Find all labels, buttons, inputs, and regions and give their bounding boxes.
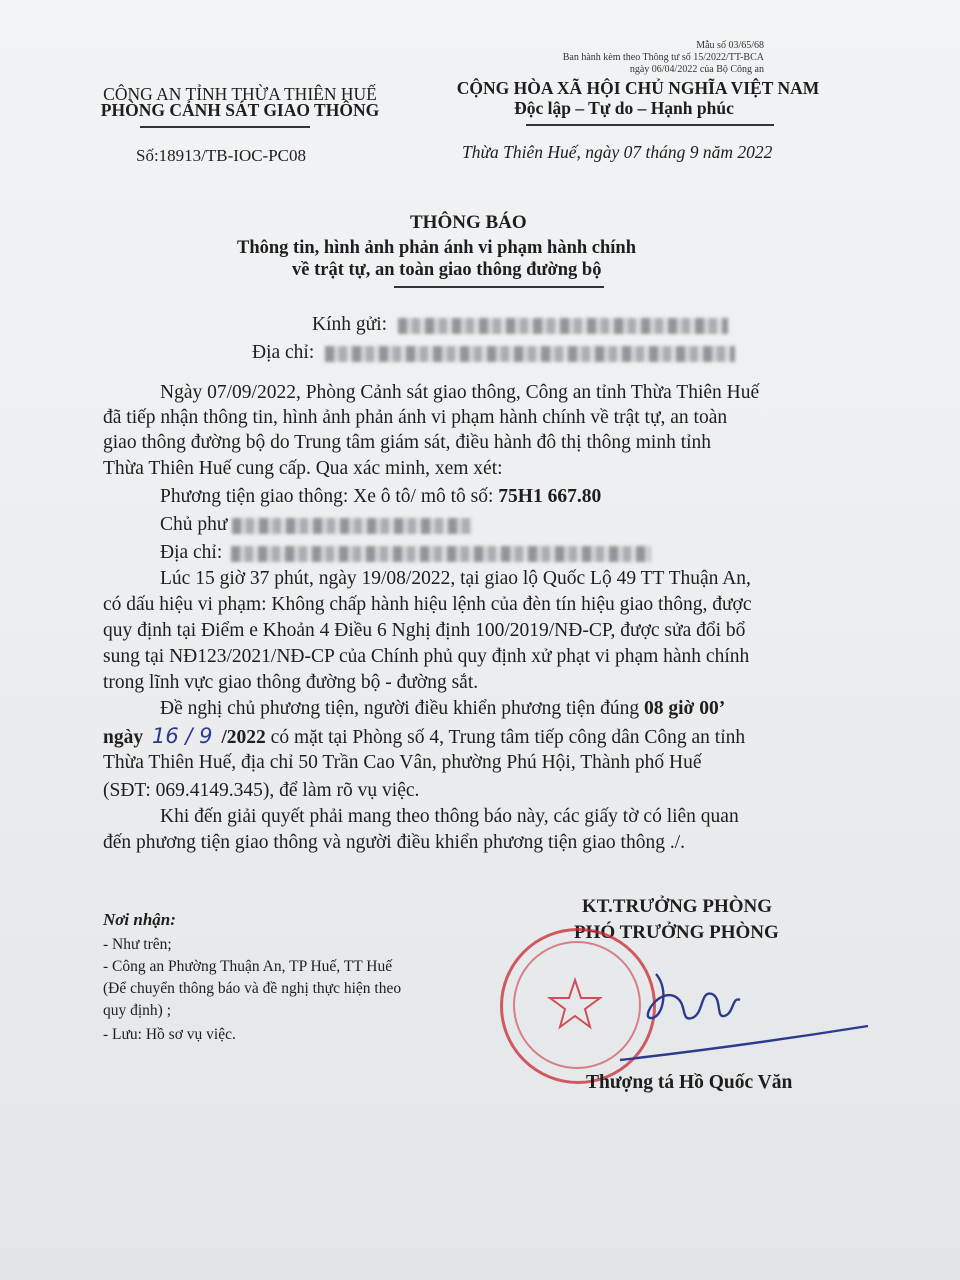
recipient-label: Kính gửi: xyxy=(312,314,388,335)
handwritten-day: 16 / 9 xyxy=(151,724,213,748)
p2-line4: sung tại NĐ123/2021/NĐ-CP của Chính phủ quy định xử phạt vi phạm hành chính xyxy=(103,646,750,667)
p1-line3: giao thông đường bộ do Trung tâm giám sát, điều hành đô thị thông minh tỉnh xyxy=(103,432,712,453)
department-name: PHÒNG CẢNH SÁT GIAO THÔNG xyxy=(100,100,380,120)
doc-title: THÔNG BÁO xyxy=(410,212,527,233)
place-date: Thừa Thiên Huế, ngày 07 tháng 9 năm 2022 xyxy=(462,142,773,162)
day-label: ngày xyxy=(103,727,144,748)
country-name: CỘNG HÒA XÃ HỘI CHỦ NGHĨA VIỆT NAM xyxy=(456,78,820,98)
p3-text2: có mặt tại Phòng số 4, Trung tâm tiếp công dân Công an tỉnh xyxy=(270,727,746,748)
redacted-address xyxy=(325,346,735,362)
p2-line5: trong lĩnh vực giao thông đường bộ - đường sắt. xyxy=(103,672,479,693)
recipients-item3: (Để chuyển thông báo và đề nghị thực hiện theo xyxy=(103,980,402,997)
signature-title2: PHÓ TRƯỞNG PHÒNG xyxy=(574,922,779,943)
redacted-recipient xyxy=(398,318,728,334)
p3-line4: (SĐT: 069.4149.345), để làm rõ vụ việc. xyxy=(103,780,420,801)
vehicle-label: Phương tiện giao thông: Xe ô tô/ mô tô số: xyxy=(160,486,494,507)
p2-line2: có dấu hiệu vi phạm: Không chấp hành hiệu lệnh của đèn tín hiệu giao thông, được xyxy=(103,594,752,615)
redacted-owner xyxy=(232,518,472,534)
doc-number: Số:18913/TB-IOC-PC08 xyxy=(136,146,307,165)
p2-line1: Lúc 15 giờ 37 phút, ngày 19/08/2022, tại giao lộ Quốc Lộ 49 TT Thuận An, xyxy=(160,568,751,589)
handwritten-signature xyxy=(600,960,880,1070)
form-ref-line1: Mẫu số 03/65/68 xyxy=(696,40,764,51)
p3-line2 xyxy=(103,724,745,749)
recipients-item2: - Công an Phường Thuận An, TP Huế, TT Huế xyxy=(103,958,393,975)
owner-address-line xyxy=(160,542,651,564)
appointment-time: 08 giờ 00’ xyxy=(644,698,726,719)
motto: Độc lập – Tự do – Hạnh phúc xyxy=(514,98,734,118)
signer-name: Thượng tá Hồ Quốc Văn xyxy=(586,1072,793,1093)
p4-line1: Khi đến giải quyết phải mang theo thông báo này, các giấy tờ có liên quan xyxy=(160,806,739,827)
recipients-item5: - Lưu: Hồ sơ vụ việc. xyxy=(103,1026,236,1043)
owner-line xyxy=(160,514,472,536)
redacted-owner-address xyxy=(231,546,651,562)
title-underline xyxy=(394,286,604,288)
recipients-item1: - Như trên; xyxy=(103,936,172,953)
vehicle-line xyxy=(160,486,601,508)
recipient-address-label: Địa chỉ: xyxy=(252,342,315,363)
p3-line3: Thừa Thiên Huế, địa chỉ 50 Trần Cao Vân, phường Phú Hội, Thành phố Huế xyxy=(103,752,702,773)
p3-line1 xyxy=(160,698,725,720)
form-ref-line3: ngày 06/04/2022 của Bộ Công an xyxy=(629,64,764,75)
appointment-year: /2022 xyxy=(221,727,266,748)
department-underline xyxy=(140,126,310,128)
doc-subtitle-1: Thông tin, hình ảnh phản ánh vi phạm hành chính xyxy=(237,238,636,258)
p3-text1: Đề nghị chủ phương tiện, người điều khiển phương tiện đúng xyxy=(160,698,640,719)
recipients-label: Nơi nhận: xyxy=(103,910,176,929)
plate-number: 75H1 667.80 xyxy=(498,486,602,507)
agency-name: CÔNG AN TỈNH THỪA THIÊN HUẾ xyxy=(103,84,377,104)
p1-line2: đã tiếp nhận thông tin, hình ảnh phản ánh vi phạm hành chính về trật tự, an toàn xyxy=(103,407,728,428)
p2-line3: quy định tại Điểm e Khoản 4 Điều 6 Nghị định 100/2019/NĐ-CP, được sửa đổi bổ xyxy=(103,620,746,641)
p1-line1: Ngày 07/09/2022, Phòng Cảnh sát giao thông, Công an tỉnh Thừa Thiên Huế xyxy=(160,382,760,403)
p1-line4: Thừa Thiên Huế cung cấp. Qua xác minh, xem xét: xyxy=(103,458,503,479)
recipient-address-line xyxy=(252,342,735,364)
doc-subtitle-2: về trật tự, an toàn giao thông đường bộ xyxy=(292,260,602,280)
form-ref-line2: Ban hành kèm theo Thông tư số 15/2022/TT-BCA xyxy=(562,52,764,63)
owner-address-label: Địa chỉ: xyxy=(160,542,223,563)
recipient-line xyxy=(312,314,728,336)
owner-label: Chủ phư xyxy=(160,514,228,535)
recipients-item4: quy định) ; xyxy=(103,1002,172,1019)
motto-underline xyxy=(526,124,774,126)
signature-title1: KT.TRƯỞNG PHÒNG xyxy=(582,896,772,917)
form-ref xyxy=(563,40,764,76)
p4-line2: đến phương tiện giao thông và người điều khiển phương tiện giao thông ./. xyxy=(103,832,686,853)
